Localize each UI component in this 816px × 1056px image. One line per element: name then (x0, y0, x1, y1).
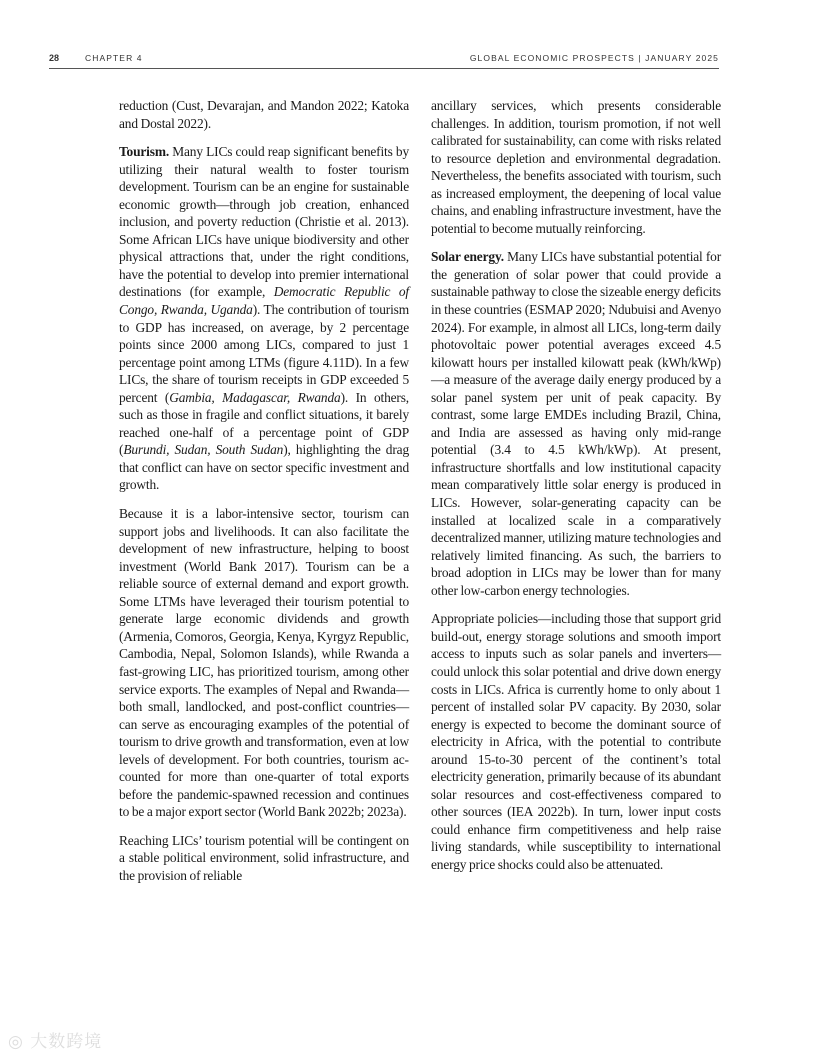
run-in-heading: Solar energy. (431, 249, 504, 265)
run-in-heading: Tourism. (119, 144, 170, 160)
body-text: Many LICs could reap significant benefits by utilizing their natural wealth to foster tourism development. Tourism can be an engine for sustainable economic growth—through job creation, enhanced inclusion, and poverty reduction (Christie et al. 2013). Some African LICs have unique biodiversity and other physical attractions that, under the right conditions, have the potential to develop into premier international destinations (for example, (119, 144, 409, 300)
chapter-label: CHAPTER 4 (85, 53, 143, 63)
left-column (119, 97, 409, 896)
paragraph (119, 97, 409, 132)
paragraph (119, 143, 409, 494)
running-header (49, 52, 719, 69)
paragraph (119, 832, 409, 885)
paragraph (431, 248, 721, 599)
paragraph (431, 97, 721, 237)
body-text: ancillary services, which presents considerable challenges. In addition, tourism promotion, if not well calibrated for sustainability, can come with risks related to resource depletion and environmental degradation. Nevertheless, the benefits associated with tourism, such as increased employment, the deepening of local value chains, and enabling infrastructure investment, have the potential to become mutually reinforcing. (431, 98, 721, 236)
publication-title: GLOBAL ECONOMIC PROSPECTS | JANUARY 2025 (469, 53, 719, 63)
body-text: ). In others, such as those in fragile and conflict situations, it barely reached one-half of a percentage point of GDP ( (119, 389, 410, 458)
body-text: Many LICs have substantial potential for the generation of solar power that could provide a sustainable pathway to close the sizeable energy deficits in these countries (ESMAP 2020; Ndubuisi and Avenyo 2024). For example, in almost all LICs, long-term daily photovoltaic power potential averages exceed 4.5 kilowatt hours per installed kilowatt peak (kWh/kWp)—a measure of the average daily energy produced by a solar panel system per unit of peak capacity. By contrast, some large EMDEs including Brazil, China, and India are assessed as having only mid-range potential (3.4 to 4.5 kWh/kWp). At present, infrastructure shortfalls and low institutional capacity mean comparatively little solar energy is produced in LICs. However, solar-generating capacity can be installed at localized scale in a comparatively decentralized manner, utilizing mature technologies and relatively limited financing. As such, the barriers to broad adoption in LICs may be lower than for many other low-carbon energy technologies. (431, 249, 721, 598)
watermark-logo: ◎ 大数跨境 (8, 1032, 103, 1052)
body-text: reduction (Cust, Devarajan, and Mandon 2022; Katoka and Dostal 2022). (119, 98, 409, 131)
paragraph (431, 610, 721, 873)
right-column (431, 97, 721, 885)
body-text: ), highlighting the drag that conflict can have on sector specific investment and growth. (119, 442, 409, 493)
italic-text: Burundi, Sudan, South Sudan (123, 442, 284, 458)
body-text: Reaching LICs’ tourism potential will be contingent on a stable political environment, solid infrastructure, and the provision of reliable (119, 832, 409, 883)
body-text: ). The contribution of tourism to GDP has increased, on average, by 2 percentage points since 2000 among LICs, compared to just 1 percentage point among LTMs (figure 4.11D). In a few LICs, the share of tourism receipts in GDP exceeded 5 percent ( (119, 302, 409, 405)
body-text: Appropriate policies—including those that support grid build-out, energy storage solutions and smooth import access to inputs such as solar panels and inverters—could unlock this solar potential and drive down energy costs in LICs. Africa is currently home to only about 1 percent of installed solar PV capacity. By 2030, solar energy is expected to become the dominant source of electricity in Africa, with the potential to contribute around 15-to-30 percent of the continent’s total electricity generation, primarily because of its abundant solar resources and cost-effectiveness compared to other sources (IEA 2022b). In turn, lower input costs could enhance firm competitiveness and help raise living standards, while susceptibility to international energy price shocks could also be attenuated. (431, 611, 721, 872)
paragraph (119, 505, 409, 821)
italic-text: Democratic Republic of Congo, Rwanda, Uganda (119, 284, 409, 318)
italic-text: Gambia, Madagascar, Rwanda (169, 389, 341, 405)
body-text: Because it is a labor-intensive sector, tourism can support jobs and livelihoods. It can also facilitate the development of new infrastructure, helping to boost investment (World Bank 2017). Tourism can be a reliable source of external demand and export growth. Some LTMs have leveraged their tourism potential to generate large economic dividends and growth (Armenia, Comoros, Georgia, Kenya, Kyrgyz Republic, Cambodia, Nepal, Solomon Islands), while Rwanda a fast-growing LIC, has prioritized tourism, among other service exports. The examples of Nepal and Rwanda—both small, landlocked, and post-conflict countries—can serve as encouraging examples of the potential of tourism to drive growth and transformation, even at low levels of development. For both countries, tourism accounted for more than one-quarter of total exports before the pandemic-spawned recession and continues to be a major export sector (World Bank 2022b; 2023a). (119, 506, 409, 820)
page-number: 28 (49, 53, 60, 63)
